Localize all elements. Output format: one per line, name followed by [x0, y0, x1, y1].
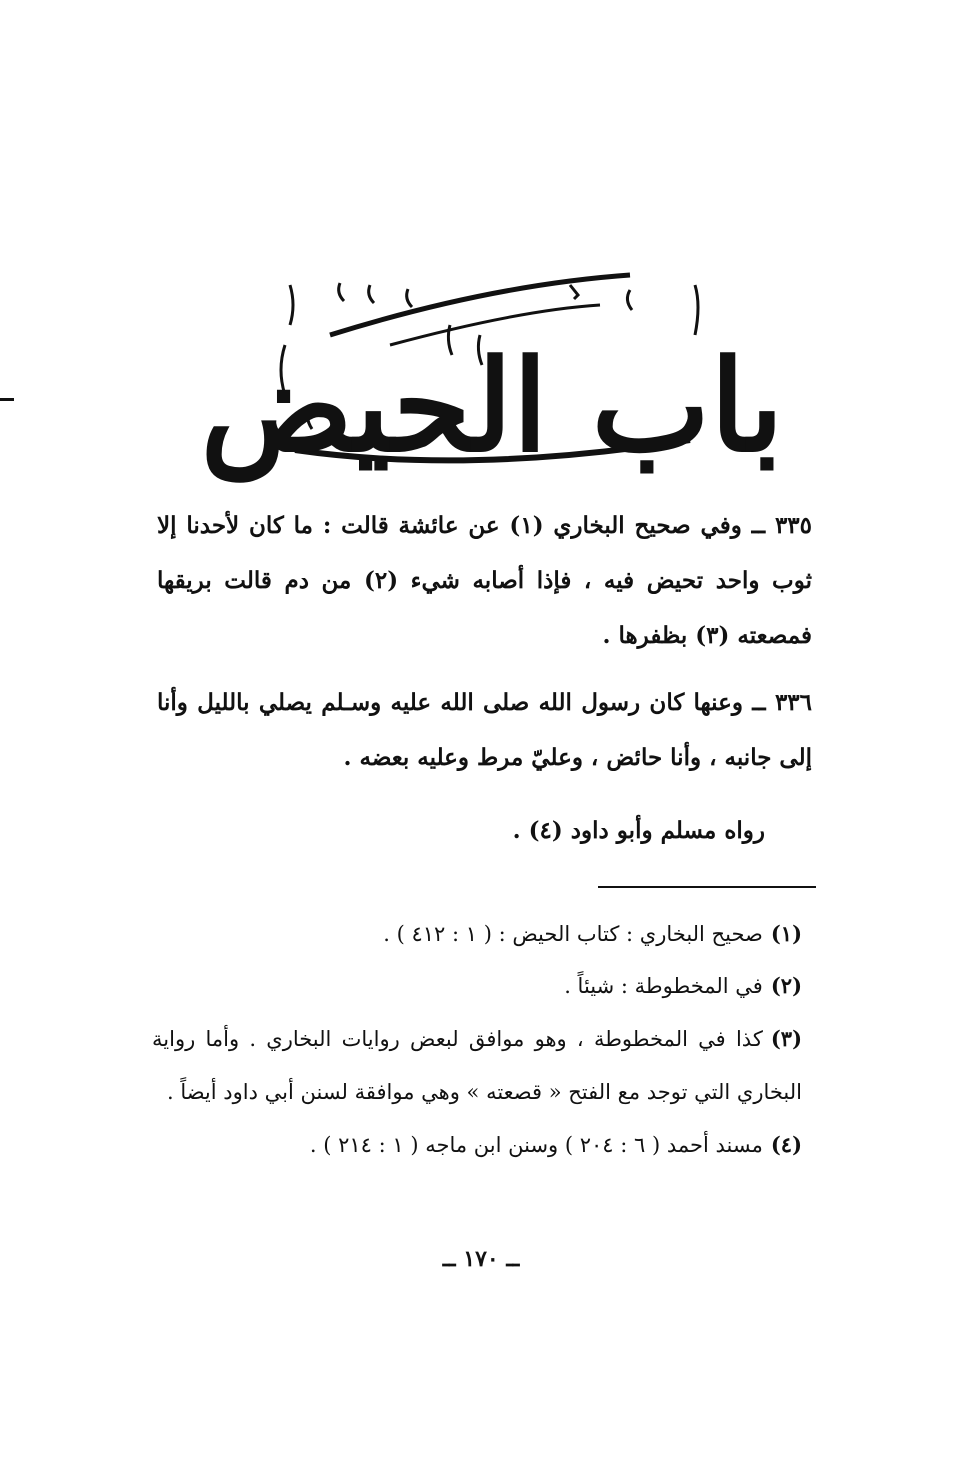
footnote-number: (١): [770, 921, 802, 946]
footnote-text: مسند أحمد ( ٦ : ٢٠٤ ) وسنن ابن ماجه ( ١ : ٢١٤ ) .: [309, 1133, 763, 1157]
chapter-title-text: باب الحيض: [200, 332, 784, 480]
hadith-336: ٣٣٦ ــ وعنها كان رسول الله صلى الله عليه وسـلم يصلي بالليل وأنا إلى جانبه ، وأنا حائض ، وعليّ مرط وعليه بعضه .: [157, 689, 812, 771]
footnote-3: [152, 1012, 802, 1119]
page-number: ــ ١٧٠ ــ: [442, 1246, 520, 1272]
footnote-number: (٢): [770, 973, 802, 998]
footnote-4: [152, 1119, 802, 1171]
page-edge-mark: [0, 398, 14, 401]
calligraphy-ornament: [200, 265, 784, 480]
chapter-title: [200, 265, 784, 480]
footnote-separator: [598, 886, 816, 888]
footnote-text: كذا في المخطوطة ، وهو موافق لبعض روايات البخاري . وأما رواية البخاري التي توجد مع الفتح « قصعته » وهي موافقة لسنن أبي داود أيضاً .: [152, 1027, 802, 1104]
hadith-335: ٣٣٥ ــ وفي صحيح البخاري (١) عن عائشة قالت : ما كان لأحدنا إلا ثوب واحد تحيض فيه ، فإذا أصابه شيء (٢) من دم قالت بريقها فمصعته (٣) بظفرها .: [157, 512, 812, 649]
narration-line: رواه مسلم وأبو داود (٤) .: [512, 817, 765, 844]
footnote-1: [152, 908, 802, 960]
footnote-number: (٤): [770, 1132, 802, 1157]
footnote-text: صحيح البخاري : كتاب الحيض : ( ١ : ٤١٢ ) .: [383, 922, 763, 946]
footnotes: [152, 908, 802, 1171]
footnote-text: في المخطوطة : شيئاً .: [564, 974, 763, 998]
footnote-2: [152, 960, 802, 1012]
footnote-number: (٣): [770, 1026, 802, 1051]
